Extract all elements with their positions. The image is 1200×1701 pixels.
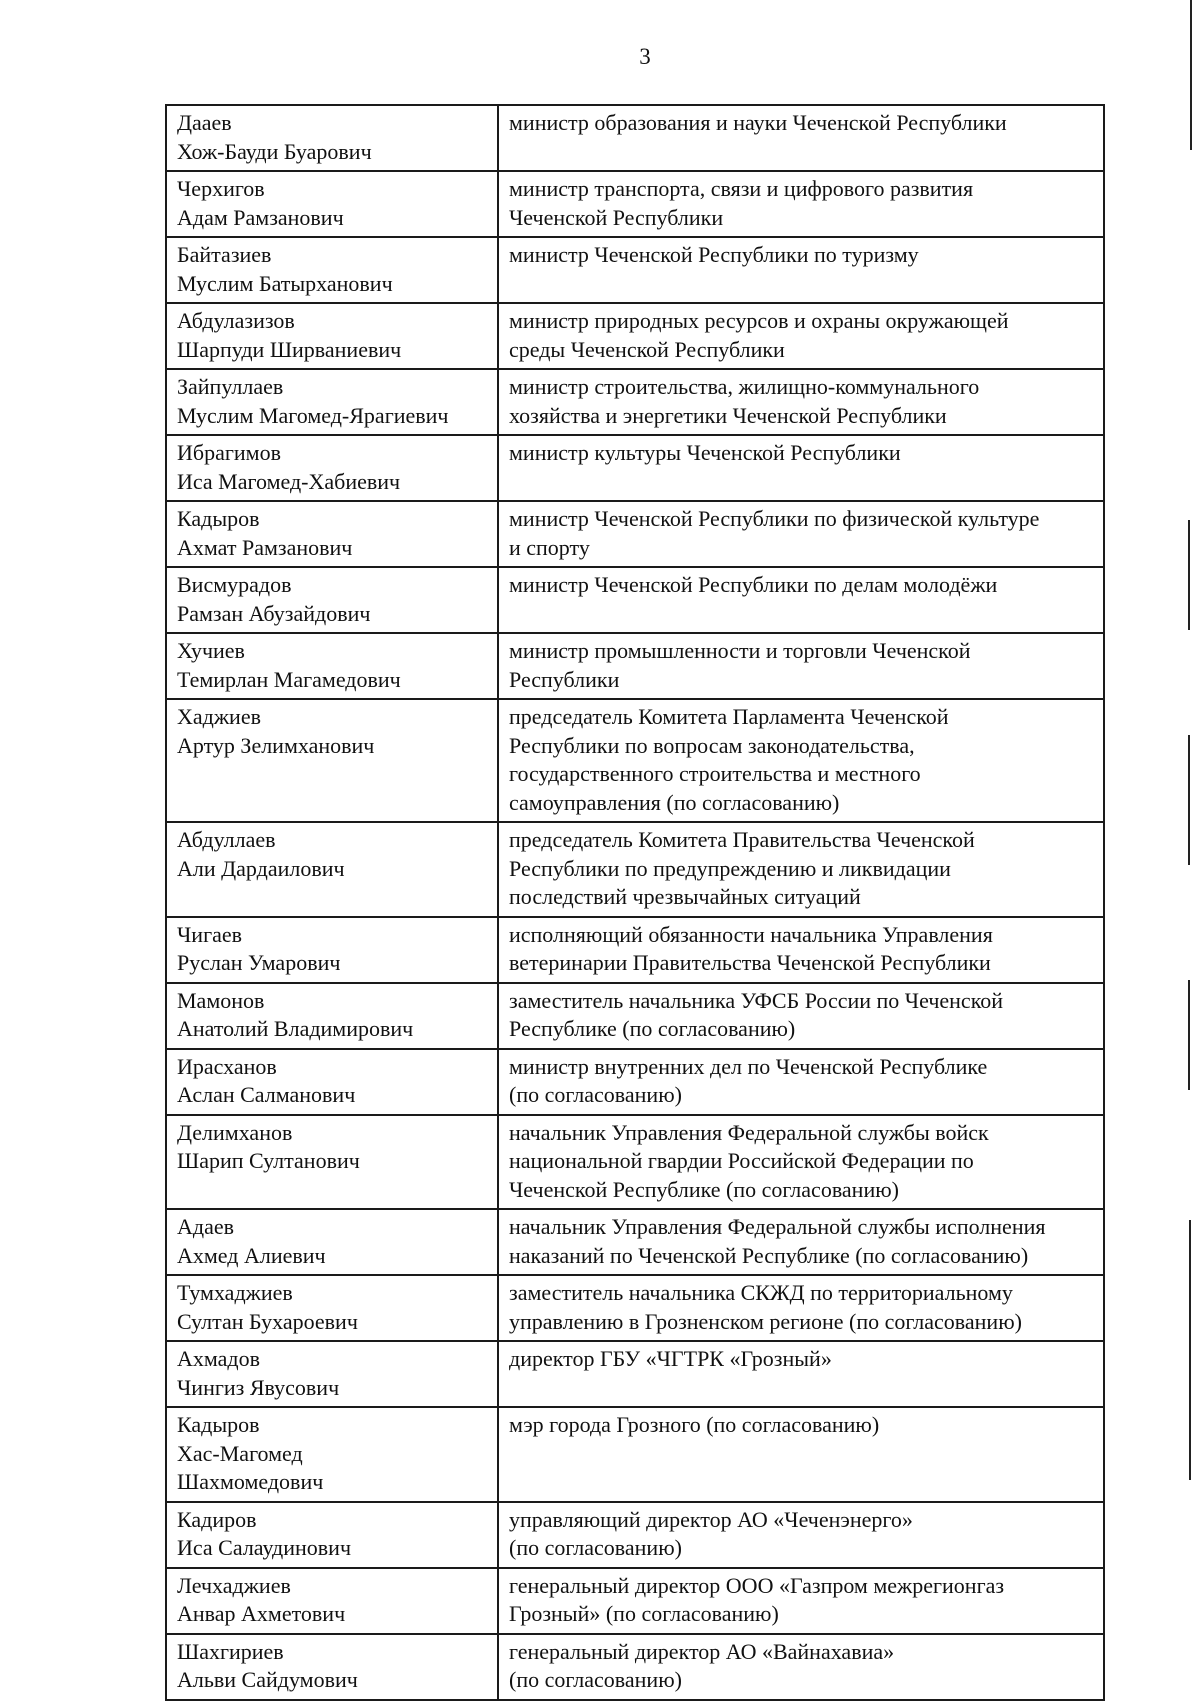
member-name-line: Рамзан Абузайдович xyxy=(177,600,371,626)
member-position-cell xyxy=(498,1275,1104,1341)
member-row xyxy=(166,699,1104,822)
member-position-line: министр Чеченской Республики по туризму xyxy=(509,242,919,267)
member-position-line: заместитель начальника СКЖД по территориальному xyxy=(509,1280,1013,1305)
member-name-line: Даaeв xyxy=(177,110,232,135)
member-row xyxy=(166,983,1104,1049)
member-name-line: Шарип Султанович xyxy=(177,1148,360,1173)
member-position-line: председатель Комитета Правительства Чеченской xyxy=(509,827,975,852)
member-position-cell xyxy=(498,171,1104,237)
member-row xyxy=(166,1049,1104,1115)
member-name-line: Анвар Ахметович xyxy=(177,1601,346,1626)
member-name-line: Альви Сайдумович xyxy=(177,1667,358,1692)
member-position-line: министр внутренних дел по Чеченской Республике xyxy=(509,1053,988,1079)
scan-edge-mark xyxy=(1190,0,1192,150)
member-name-line: Байтазиев xyxy=(177,242,272,267)
scan-edge-mark xyxy=(1188,980,1190,1090)
member-position-line: ветеринарии Правительства Чеченской Республики xyxy=(509,950,991,975)
member-position-cell xyxy=(498,699,1104,822)
member-position-cell xyxy=(498,822,1104,917)
member-position-cell xyxy=(498,633,1104,699)
member-name-line: Артур Зелимханович xyxy=(177,732,375,758)
member-name-line: Шахгириев xyxy=(177,1638,284,1664)
member-name-line: Хучиев xyxy=(177,638,245,663)
member-position-line: Республике (по согласованию) xyxy=(509,1016,796,1041)
member-position-line: наказаний по Чеченской Республике (по согласованию) xyxy=(509,1242,1029,1268)
members-table-body xyxy=(166,105,1104,1700)
member-name-line: Хож-Бауди Буарович xyxy=(177,138,372,164)
member-name-line: Черхигов xyxy=(177,176,265,201)
member-position-line: председатель Комитета Парламента Чеченской xyxy=(509,704,949,729)
member-position-line: Грозный» (по согласованию) xyxy=(509,1601,779,1626)
member-name-line: Ирасханов xyxy=(177,1053,277,1079)
member-name-cell xyxy=(166,633,498,699)
member-position-line: национальной гвардии Российской Федерации по xyxy=(509,1148,974,1173)
member-name-line: Кадыров xyxy=(177,506,260,531)
member-row xyxy=(166,567,1104,633)
member-position-line: государственного строительства и местного xyxy=(509,761,921,786)
member-row xyxy=(166,1341,1104,1407)
member-name-line: Аслан Салманович xyxy=(177,1082,356,1107)
member-position-line: среды Чеченской Республики xyxy=(509,336,785,362)
member-name-line: Висмурадов xyxy=(177,572,292,597)
member-row xyxy=(166,917,1104,983)
member-row xyxy=(166,171,1104,237)
scan-edge-mark xyxy=(1188,735,1190,865)
member-name-line: Султан Бухароевич xyxy=(177,1308,358,1334)
member-position-cell xyxy=(498,1502,1104,1568)
member-name-line: Ахмед Алиевич xyxy=(177,1242,326,1268)
member-position-line: самоуправления (по согласованию) xyxy=(509,789,840,815)
member-position-cell xyxy=(498,303,1104,369)
member-name-cell xyxy=(166,1209,498,1275)
member-position-cell xyxy=(498,1568,1104,1634)
member-position-line: Республики по вопросам законодательства, xyxy=(509,732,915,758)
members-table xyxy=(165,104,1105,1701)
member-name-line: Адам Рамзанович xyxy=(177,204,344,230)
member-position-line: министр культуры Чеченской Республики xyxy=(509,440,901,465)
member-row xyxy=(166,1502,1104,1568)
member-position-line: министр образования и науки Чеченской Республики xyxy=(509,110,1007,135)
member-name-cell xyxy=(166,1634,498,1700)
member-position-cell xyxy=(498,1209,1104,1275)
member-name-cell xyxy=(166,822,498,917)
member-position-line: (по согласованию) xyxy=(509,1667,682,1692)
member-name-line: Абдулазизов xyxy=(177,308,295,333)
member-position-line: исполняющий обязанности начальника Управления xyxy=(509,921,993,947)
member-position-cell xyxy=(498,1407,1104,1502)
member-position-line: Чеченской Республики xyxy=(509,204,724,230)
member-name-line: Кадыров xyxy=(177,1412,260,1437)
member-name-cell xyxy=(166,237,498,303)
member-position-cell xyxy=(498,917,1104,983)
member-name-cell xyxy=(166,435,498,501)
member-row xyxy=(166,105,1104,171)
member-name-line: Чингиз Явусович xyxy=(177,1374,340,1400)
member-name-line: Делимханов xyxy=(177,1119,293,1145)
member-name-line: Хаджиев xyxy=(177,704,261,729)
member-row xyxy=(166,633,1104,699)
member-name-cell xyxy=(166,369,498,435)
member-position-line: и спорту xyxy=(509,534,590,560)
member-name-line: Ахмат Рамзанович xyxy=(177,534,353,560)
member-name-line: Абдуллаев xyxy=(177,827,276,852)
member-name-cell xyxy=(166,917,498,983)
member-name-cell xyxy=(166,1502,498,1568)
member-row xyxy=(166,1407,1104,1502)
member-position-cell xyxy=(498,567,1104,633)
member-name-line: Иса Магомед-Хабиевич xyxy=(177,468,401,494)
member-row xyxy=(166,822,1104,917)
member-position-line: начальник Управления Федеральной службы войск xyxy=(509,1119,989,1145)
member-row xyxy=(166,501,1104,567)
member-position-cell xyxy=(498,983,1104,1049)
member-position-cell xyxy=(498,1049,1104,1115)
member-name-line: Ибрагимов xyxy=(177,440,281,465)
member-row xyxy=(166,237,1104,303)
member-position-cell xyxy=(498,1634,1104,1700)
member-position-line: начальник Управления Федеральной службы исполнения xyxy=(509,1214,1046,1239)
member-name-line: Кадиров xyxy=(177,1506,257,1532)
scan-edge-mark xyxy=(1189,1220,1191,1480)
member-name-cell xyxy=(166,1275,498,1341)
member-position-line: министр промышленности и торговли Чеченской xyxy=(509,638,971,663)
member-name-line: Адаев xyxy=(177,1214,234,1239)
member-position-cell xyxy=(498,435,1104,501)
member-position-line: мэр города Грозного (по согласованию) xyxy=(509,1412,880,1437)
member-name-line: Шарпуди Ширваниевич xyxy=(177,336,402,362)
member-row xyxy=(166,1634,1104,1700)
member-name-line: Муслим Магомед-Ярагиевич xyxy=(177,402,449,428)
member-name-cell xyxy=(166,1049,498,1115)
member-position-line: министр транспорта, связи и цифрового развития xyxy=(509,176,974,201)
member-name-line: Анатолий Владимирович xyxy=(177,1016,414,1041)
member-position-line: Республики xyxy=(509,666,620,692)
member-row xyxy=(166,303,1104,369)
member-name-cell xyxy=(166,1341,498,1407)
member-position-line: заместитель начальника УФСБ России по Чеченской xyxy=(509,987,1004,1013)
member-position-cell xyxy=(498,501,1104,567)
member-position-line: управляющий директор АО «Чеченэнерго» xyxy=(509,1506,913,1532)
member-name-cell xyxy=(166,1568,498,1634)
member-position-line: хозяйства и энергетики Чеченской Республики xyxy=(509,402,947,428)
member-name-cell xyxy=(166,303,498,369)
member-row xyxy=(166,1568,1104,1634)
member-position-cell xyxy=(498,369,1104,435)
member-name-line: Али Дардаилович xyxy=(177,855,345,881)
member-position-line: (по согласованию) xyxy=(509,1082,682,1107)
member-row xyxy=(166,369,1104,435)
member-position-cell xyxy=(498,1341,1104,1407)
member-name-line: Лечхаджиев xyxy=(177,1572,291,1598)
page-number: 3 xyxy=(639,44,651,69)
member-position-line: генеральный директор ООО «Газпром межрегионгаз xyxy=(509,1572,1005,1598)
member-name-cell xyxy=(166,1407,498,1502)
member-position-cell xyxy=(498,1115,1104,1210)
member-name-cell xyxy=(166,1115,498,1210)
member-position-line: Чеченской Республике (по согласованию) xyxy=(509,1176,899,1202)
member-row xyxy=(166,1209,1104,1275)
member-row xyxy=(166,1115,1104,1210)
member-name-line: Хас-Магомед xyxy=(177,1440,303,1466)
member-name-cell xyxy=(166,105,498,171)
member-row xyxy=(166,435,1104,501)
member-name-line: Зайпуллаев xyxy=(177,374,284,399)
member-name-line: Чигаев xyxy=(177,921,243,947)
member-position-line: Республики по предупреждению и ликвидации xyxy=(509,855,951,881)
member-name-cell xyxy=(166,171,498,237)
member-name-line: Тумхаджиев xyxy=(177,1280,293,1305)
member-position-line: генеральный директор АО «Вайнахавиа» xyxy=(509,1638,895,1664)
member-position-line: последствий чрезвычайных ситуаций xyxy=(509,884,861,909)
member-name-line: Шахмомедович xyxy=(177,1469,324,1494)
member-position-line: министр природных ресурсов и охраны окружающей xyxy=(509,308,1009,333)
member-name-cell xyxy=(166,501,498,567)
member-position-cell xyxy=(498,105,1104,171)
member-name-line: Руслан Умарович xyxy=(177,950,341,975)
member-name-line: Иса Салаудинович xyxy=(177,1535,352,1560)
member-name-line: Муслим Батырханович xyxy=(177,270,393,296)
member-name-line: Мамонов xyxy=(177,987,265,1013)
member-position-line: (по согласованию) xyxy=(509,1535,682,1560)
member-position-line: директор ГБУ «ЧГТРК «Грозный» xyxy=(509,1346,832,1371)
member-name-line: Ахмадов xyxy=(177,1346,261,1371)
member-position-line: министр строительства, жилищно-коммунального xyxy=(509,374,980,399)
member-position-line: управлению в Грозненском регионе (по согласованию) xyxy=(509,1308,1022,1334)
member-row xyxy=(166,1275,1104,1341)
member-position-cell xyxy=(498,237,1104,303)
scan-edge-mark xyxy=(1188,520,1190,630)
member-name-cell xyxy=(166,983,498,1049)
member-name-cell xyxy=(166,567,498,633)
member-name-line: Темирлан Магамедович xyxy=(177,666,401,692)
member-name-cell xyxy=(166,699,498,822)
member-position-line: министр Чеченской Республики по физической культуре xyxy=(509,506,1040,531)
member-position-line: министр Чеченской Республики по делам молодёжи xyxy=(509,572,998,597)
